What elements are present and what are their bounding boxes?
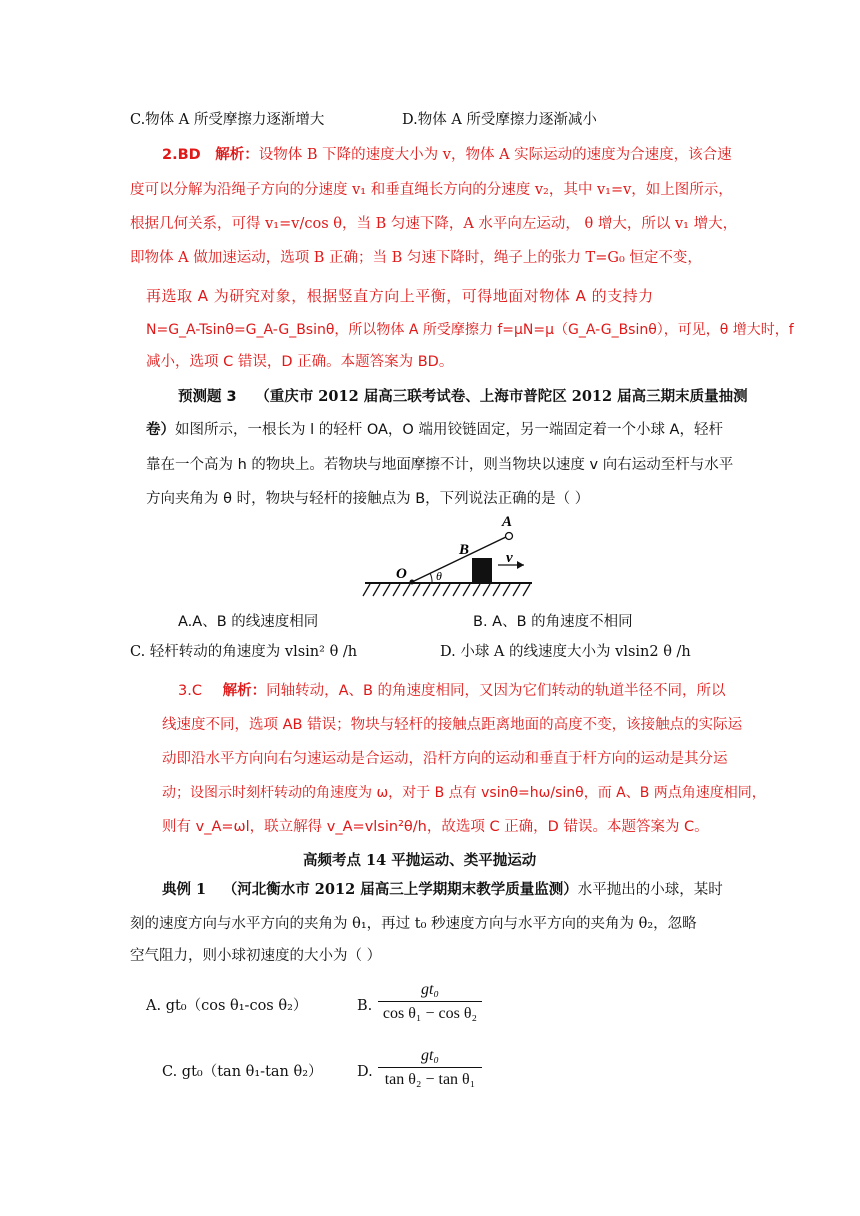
q3-solution-line: 动；设图示时刻杆转动的角速度为 ω，对于 B 点有 vsinθ=hω/sinθ，而 A、B 两点角速度相同， — [162, 785, 766, 801]
q2-solution-line: 再选取 A 为研究对象，根据竖直方向上平衡，可得地面对物体 A 的支持力 — [146, 287, 654, 305]
pivot-O — [410, 580, 415, 585]
q2-solution-line: 度可以分解为沿绳子方向的分速度 v₁ 和垂直绳长方向的分速度 v₂，其中 v₁=v，如上图所示， — [130, 182, 733, 198]
arrow-head-icon — [517, 561, 524, 569]
q3-rod-block-figure — [360, 510, 540, 605]
fraction-bar — [378, 1001, 482, 1002]
ball-A — [506, 533, 513, 540]
label-A: A — [502, 514, 513, 530]
example-1-source: （河北衡水市 2012 届高三上学期期末教学质量监测） — [222, 881, 578, 898]
q3-option-b: B. A、B 的角速度不相同 — [473, 614, 633, 630]
example-1-stem: 水平抛出的小球，某时 — [577, 882, 723, 898]
q3-option-d: D. 小球 A 的线速度大小为 vlsin2 θ /h — [440, 644, 691, 660]
example-1-option-b-label: B. — [357, 998, 373, 1014]
example-1-option-b-fraction — [378, 980, 482, 1024]
label-theta: θ — [436, 569, 442, 583]
block — [472, 558, 492, 583]
label-v: v — [506, 550, 513, 566]
q2-solution-line: 即物体 A 做加速运动，选项 B 正确；当 B 匀速下降时，绳子上的张力 T=G₀ 恒定不变， — [130, 250, 702, 266]
q2-answer: 2.BD — [162, 147, 201, 163]
q2-solution-line: 减小，选项 C 错误，D 正确。本题答案为 BD。 — [146, 354, 454, 370]
section-title: 高频考点 14 平抛运动、类平抛运动 — [303, 852, 537, 869]
q3-option-a: A.A、B 的线速度相同 — [178, 614, 319, 630]
fraction-bar — [378, 1067, 482, 1068]
q3-solution-line: 则有 v_A=ωl，联立解得 v_A=vlsin²θ/h，故选项 C 正确，D 错误。本题答案为 C。 — [162, 819, 709, 835]
label-O: O — [396, 566, 407, 582]
fraction-denominator: tan θ₂ − tan θ₁ — [384, 1071, 476, 1088]
q3-source-cont: 卷） — [146, 421, 175, 438]
example-1-option-c: C. gt₀（tan θ₁-tan θ₂） — [162, 1064, 323, 1080]
q3-stem-line: 如图所示，一根长为 l 的轻杆 OA，O 端用铰链固定，另一端固定着一个小球 A，轻杆 — [175, 422, 723, 438]
fraction-denominator: cos θ₁ − cos θ₂ — [382, 1005, 478, 1022]
q2-solution-line: 根据几何关系，可得 v₁=v/cos θ，当 B 匀速下降，A 水平向左运动， θ 增大，所以 v₁ 增大， — [130, 216, 738, 232]
q3-solution-line: 同轴转动，A、B 的角速度相同，又因为它们转动的轨道半径不同，所以 — [266, 683, 726, 699]
label-B: B — [459, 542, 470, 558]
q3-source: （重庆市 2012 届高三联考试卷、上海市普陀区 2012 届高三期末质量抽测 — [255, 388, 748, 405]
q2-solution-line: N=G_A-Tsinθ=G_A-G_Bsinθ，所以物体 A 所受摩擦力 f=μN=μ（G_A-G_Bsinθ），可见，θ 增大时，f — [146, 322, 794, 338]
q3-label: 预测题 3 — [178, 389, 237, 405]
q3-stem-line: 方向夹角为 θ 时，物块与轻杆的接触点为 B，下列说法正确的是（ ） — [146, 491, 590, 507]
q3-stem-line: 靠在一个高为 h 的物块上。若物块与地面摩擦不计，则当物块以速度 v 向右运动至杆与水平 — [146, 457, 734, 473]
q2-solution-line: 设物体 B 下降的速度大小为 v，物体 A 实际运动的速度为合速度，该合速 — [258, 147, 732, 163]
q2-option-c: C.物体 A 所受摩擦力逐渐增大 — [130, 112, 325, 128]
fraction-numerator: gt₀ — [420, 981, 439, 998]
q2-solution-label: 解析： — [215, 146, 259, 163]
q3-solution-label: 解析： — [222, 683, 267, 699]
example-1-option-d-label: D. — [357, 1064, 373, 1080]
example-1-label: 典例 1 — [162, 881, 207, 898]
q3-answer: 3.C — [178, 683, 202, 699]
angle-arc — [430, 573, 432, 583]
example-1-stem: 刻的速度方向与水平方向的夹角为 θ₁，再过 t₀ 秒速度方向与水平方向的夹角为 θ₂，忽略 — [130, 916, 697, 932]
q3-solution-line: 动即沿水平方向向右匀速运动是合运动，沿杆方向的运动和垂直于杆方向的运动是其分运 — [162, 751, 728, 767]
example-1-option-d-fraction — [378, 1046, 482, 1090]
q3-option-c: C. 轻杆转动的角速度为 vlsin² θ /h — [130, 644, 358, 660]
example-1-option-a: A. gt₀（cos θ₁-cos θ₂） — [146, 998, 308, 1014]
example-1-stem: 空气阻力，则小球初速度的大小为（ ） — [130, 948, 382, 964]
q2-option-d: D.物体 A 所受摩擦力逐渐减小 — [402, 112, 597, 128]
fraction-numerator: gt₀ — [420, 1047, 439, 1064]
ground-hatching — [363, 584, 530, 596]
q3-solution-line: 线速度不同，选项 AB 错误；物块与轻杆的接触点距离地面的高度不变，该接触点的实际运 — [162, 717, 743, 733]
